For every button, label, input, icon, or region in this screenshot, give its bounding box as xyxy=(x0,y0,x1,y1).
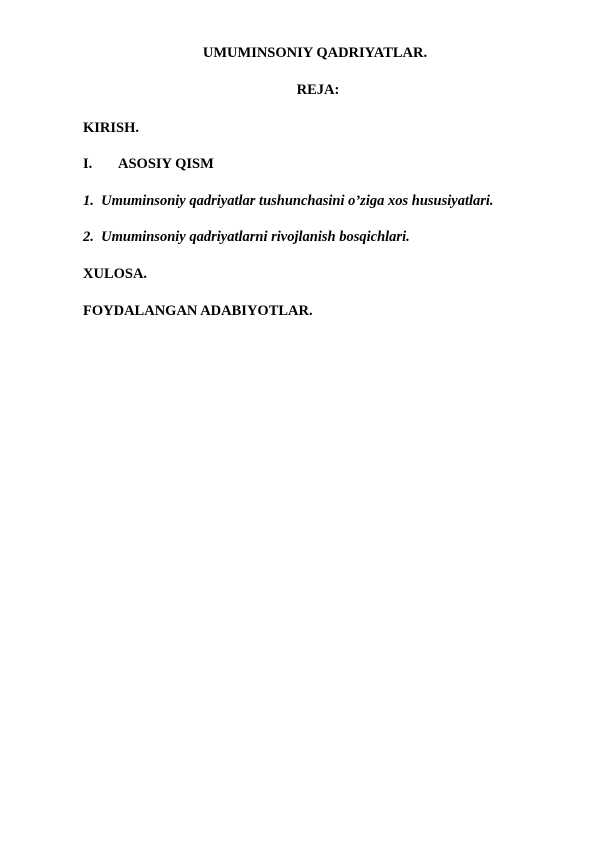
plan-heading: REJA: xyxy=(296,82,340,98)
references-heading: FOYDALANGAN ADABIYOTLAR. xyxy=(83,303,313,319)
main-section-heading xyxy=(83,155,214,173)
document-title: UMUMINSONIY QADRIYATLAR. xyxy=(202,45,428,61)
conclusion-heading: XULOSA. xyxy=(83,266,148,282)
plan-item-text: Umuminsoniy qadriyatlar tushunchasini o’ziga xos hususiyatlari. xyxy=(101,193,494,209)
plan-item-number: 2. xyxy=(83,229,94,245)
plan-item-2 xyxy=(83,228,410,246)
plan-item-1 xyxy=(83,192,494,210)
section-label: ASOSIY QISM xyxy=(118,156,214,172)
section-number: I. xyxy=(83,156,93,172)
intro-heading: KIRISH. xyxy=(83,120,140,136)
plan-item-number: 1. xyxy=(83,193,94,209)
plan-item-text: Umuminsoniy qadriyatlarni rivojlanish bosqichlari. xyxy=(101,229,410,245)
